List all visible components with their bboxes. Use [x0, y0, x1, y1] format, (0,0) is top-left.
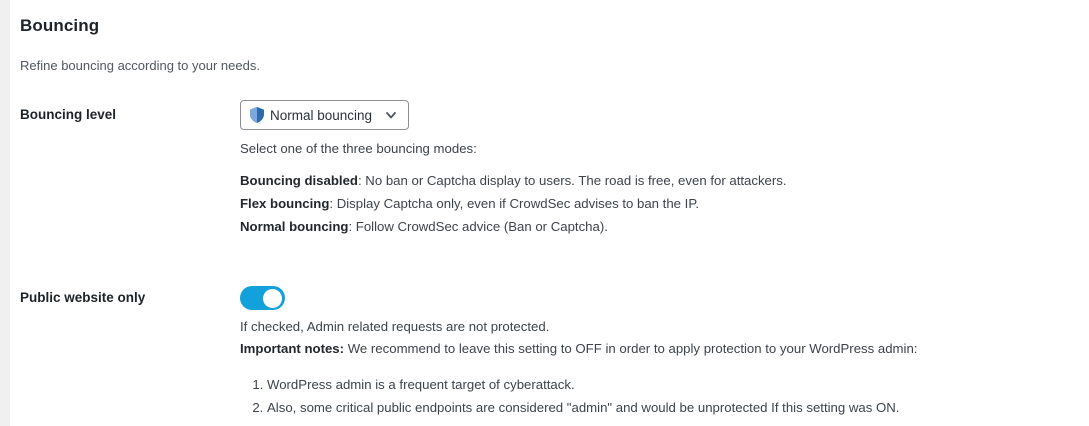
mode-name: Bouncing disabled [240, 173, 358, 188]
toggle-knob [263, 289, 282, 308]
important-notes-label: Important notes: [240, 341, 345, 356]
mode-bouncing-disabled [240, 169, 1089, 192]
mode-description: : No ban or Captcha display to users. The road is free, even for attackers. [357, 173, 787, 188]
admin-background-strip [0, 0, 10, 426]
public-website-only-toggle[interactable] [240, 286, 285, 310]
important-notes-line [240, 341, 1089, 356]
mode-description: : Follow CrowdSec advice (Ban or Captcha). [348, 219, 608, 234]
mode-name: Flex bouncing [240, 196, 330, 211]
bouncing-modes-list [240, 169, 1089, 238]
settings-section-bouncing [10, 0, 1089, 426]
bouncing-level-select[interactable] [240, 100, 409, 130]
bouncing-level-label: Bouncing level [20, 107, 117, 122]
note-item: 2. Also, some critical public endpoints are considered "admin" and would be unprotected If this setting was ON. [267, 396, 1089, 419]
mode-name: Normal bouncing [240, 219, 349, 234]
shield-icon [250, 107, 264, 123]
mode-flex-bouncing [240, 192, 1089, 215]
section-description: Refine bouncing according to your needs. [20, 58, 260, 73]
mode-normal-bouncing [240, 215, 1089, 238]
chevron-down-icon [384, 108, 398, 122]
form-row-public-website-only [20, 286, 1089, 419]
form-row-bouncing-level [20, 100, 1089, 238]
important-notes-text: We recommend to leave this setting to OFF in order to apply protection to your WordPress admin: [344, 341, 918, 356]
important-notes-list [240, 373, 1089, 419]
public-website-only-help: If checked, Admin related requests are not protected. [240, 319, 550, 334]
bouncing-level-help: Select one of the three bouncing modes: [240, 141, 477, 156]
note-item: 1. WordPress admin is a frequent target of cyberattack. [267, 373, 1089, 396]
section-heading: Bouncing [20, 16, 100, 35]
public-website-only-label: Public website only [20, 290, 146, 305]
bouncing-level-selected-value: Normal bouncing [270, 107, 373, 123]
mode-description: : Display Captcha only, even if CrowdSec advises to ban the IP. [329, 196, 700, 211]
